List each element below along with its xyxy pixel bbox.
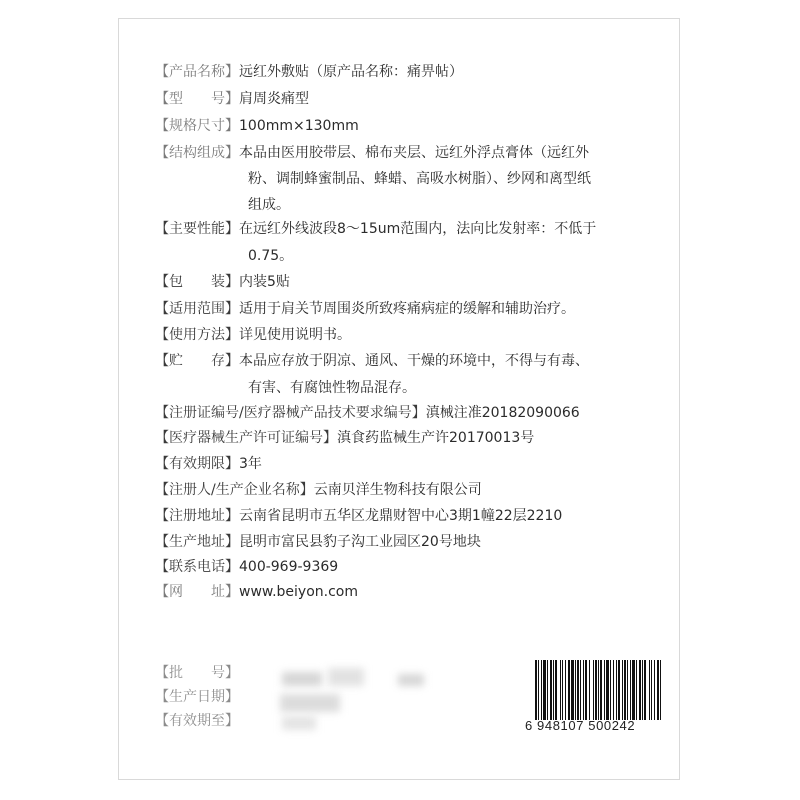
value-size: 100mm×130mm xyxy=(239,118,359,134)
barcode-bar xyxy=(618,660,620,720)
row-company xyxy=(155,478,482,503)
label-expiry: 【有效期至】 xyxy=(155,713,239,729)
barcode-bar xyxy=(547,660,548,720)
barcode-bar xyxy=(610,660,611,720)
value-prod-address: 昆明市富民县豹子沟工业园区20号地块 xyxy=(239,534,481,550)
value-storage-line2: 有害、有腐蚀性物品混存。 xyxy=(248,380,416,396)
barcode-bar xyxy=(657,660,659,720)
barcode-bar xyxy=(543,660,546,720)
value-company: 云南贝洋生物科技有限公司 xyxy=(313,482,482,498)
label-prod-address: 【生产地址】 xyxy=(155,534,239,550)
barcode-bar xyxy=(568,660,570,720)
barcode-bar xyxy=(630,660,631,720)
barcode-bar xyxy=(583,660,584,720)
barcode-bar xyxy=(600,660,602,720)
label-model: 【型 号】 xyxy=(155,91,239,107)
label-performance: 【主要性能】 xyxy=(155,221,239,237)
label-scope: 【适用范围】 xyxy=(155,301,239,317)
barcode-bar xyxy=(538,660,539,720)
value-website: www.beiyon.com xyxy=(239,584,358,600)
row-size xyxy=(155,114,359,139)
barcode-bar xyxy=(555,660,557,720)
value-performance-line2: 0.75。 xyxy=(248,248,294,264)
barcode-bar xyxy=(642,660,643,720)
barcode-bar xyxy=(613,660,614,720)
row-reg-address xyxy=(155,504,562,529)
barcode-bar xyxy=(580,660,581,720)
label-prod-date: 【生产日期】 xyxy=(155,689,239,705)
row-website xyxy=(155,580,358,605)
barcode-bar xyxy=(622,660,623,720)
barcode-bar xyxy=(541,660,542,720)
label-validity: 【有效期限】 xyxy=(155,456,239,472)
barcode-bar xyxy=(604,660,605,720)
barcode-bar xyxy=(565,660,566,720)
value-usage: 详见使用说明书。 xyxy=(239,327,351,343)
value-product-name: 远红外敷贴（原产品名称：痛畀帖） xyxy=(239,64,463,80)
barcode-bar xyxy=(571,660,574,720)
value-package: 内装5贴 xyxy=(239,274,290,290)
barcode-bar xyxy=(606,660,609,720)
barcode-bar xyxy=(593,660,594,720)
blurred-batch-block-1 xyxy=(282,672,322,686)
barcode-bar xyxy=(644,660,646,720)
barcode-bar xyxy=(598,660,599,720)
barcode-bar xyxy=(636,660,637,720)
row-usage xyxy=(155,323,351,348)
barcode-bar xyxy=(595,660,597,720)
blurred-batch-block-4 xyxy=(280,694,340,712)
value-structure-line3: 组成。 xyxy=(248,197,290,213)
barcode-bar xyxy=(550,660,552,720)
row-storage xyxy=(155,349,589,374)
value-performance-line1: 在远红外线波段8～15um范围内，法向比发射率：不低于 xyxy=(239,221,597,237)
label-batch-no: 【批 号】 xyxy=(155,665,239,681)
row-product-name xyxy=(155,60,463,85)
label-reg-no: 【注册证编号/医疗器械产品技术要求编号】 xyxy=(155,405,426,421)
value-scope: 适用于肩关节周围炎所致疼痛病症的缓解和辅助治疗。 xyxy=(239,301,575,317)
label-website: 【网 址】 xyxy=(155,584,239,600)
barcode xyxy=(525,660,665,738)
label-phone: 【联系电话】 xyxy=(155,559,239,575)
barcode-bar xyxy=(575,660,576,720)
row-license xyxy=(155,426,534,451)
label-company: 【注册人/生产企业名称】 xyxy=(155,482,314,498)
barcode-bars xyxy=(535,660,661,720)
row-reg-no xyxy=(155,401,580,426)
value-reg-no: 滇械注准20182090066 xyxy=(425,405,580,421)
row-performance xyxy=(155,217,596,242)
barcode-bar xyxy=(649,660,650,720)
label-license: 【医疗器械生产许可证编号】 xyxy=(155,430,337,446)
label-size: 【规格尺寸】 xyxy=(155,118,239,134)
label-product-name: 【产品名称】 xyxy=(155,64,239,80)
barcode-bar xyxy=(585,660,587,720)
barcode-bar xyxy=(553,660,554,720)
row-scope xyxy=(155,297,575,322)
value-storage-line1: 本品应存放于阴凉、通风、干燥的环境中，不得与有毒、 xyxy=(239,353,589,369)
value-structure-line1: 本品由医用胶带层、棉布夹层、远红外浮点膏体（远红外 xyxy=(239,145,589,161)
row-prod-address xyxy=(155,530,481,555)
barcode-bar xyxy=(632,660,635,720)
barcode-bar xyxy=(651,660,652,720)
barcode-bar xyxy=(535,660,537,720)
row-package xyxy=(155,270,290,295)
label-reg-address: 【注册地址】 xyxy=(155,508,239,524)
barcode-bar xyxy=(589,660,590,720)
value-phone: 400-969-9369 xyxy=(239,559,339,575)
row-model xyxy=(155,87,309,112)
barcode-bar xyxy=(577,660,579,720)
label-usage: 【使用方法】 xyxy=(155,327,239,343)
barcode-bar xyxy=(562,660,563,720)
row-structure xyxy=(155,141,589,166)
barcode-bar xyxy=(627,660,628,720)
barcode-bar xyxy=(660,660,661,720)
barcode-bar xyxy=(639,660,641,720)
blurred-batch-block-3 xyxy=(398,674,424,686)
value-reg-address: 云南省昆明市五华区龙鼎财智中心3期1幢22层2210 xyxy=(239,508,563,524)
label-storage: 【贮 存】 xyxy=(155,353,239,369)
label-package: 【包 装】 xyxy=(155,274,239,290)
barcode-bar xyxy=(616,660,617,720)
barcode-number: 6 948107 500242 xyxy=(525,718,636,733)
row-phone xyxy=(155,555,338,580)
value-license: 滇食药监械生产许20170013号 xyxy=(337,430,535,446)
label-structure: 【结构组成】 xyxy=(155,145,239,161)
value-validity: 3年 xyxy=(239,456,262,472)
barcode-bar xyxy=(624,660,626,720)
barcode-bar xyxy=(560,660,561,720)
barcode-bar xyxy=(654,660,655,720)
value-model: 肩周炎痛型 xyxy=(239,91,309,107)
row-validity xyxy=(155,452,262,477)
blurred-batch-block-2 xyxy=(328,668,364,686)
value-structure-line2: 粉、调制蜂蜜制品、蜂蜡、高吸水树脂）、纱网和离型纸 xyxy=(248,171,591,187)
blurred-batch-block-5 xyxy=(282,716,316,730)
